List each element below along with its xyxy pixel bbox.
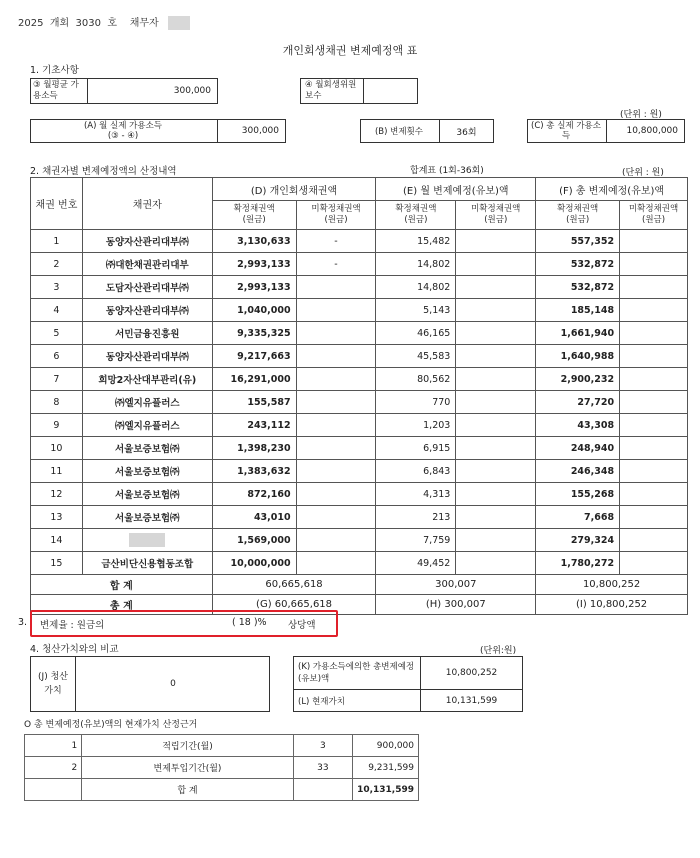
f-confirmed: 27,720 bbox=[536, 391, 620, 414]
sum-f: 10,800,252 bbox=[536, 575, 688, 595]
pv-sum-value: 10,131,599 bbox=[353, 779, 419, 801]
repayment-rate-label: 변제율 : 원금의 bbox=[40, 620, 105, 631]
creditor-no: 15 bbox=[31, 552, 83, 575]
pv-value: 9,231,599 bbox=[353, 757, 419, 779]
e-confirmed: 14,802 bbox=[376, 276, 456, 299]
a-income-label: (A) 월 실제 가용소득 bbox=[83, 121, 163, 131]
creditor-no: 2 bbox=[31, 253, 83, 276]
ho-label: 호 bbox=[107, 18, 117, 29]
creditor-row bbox=[31, 529, 688, 552]
creditor-name: 동양자산관리대부㈜ bbox=[82, 299, 212, 322]
creditor-no: 1 bbox=[31, 230, 83, 253]
creditor-name: 도담자산관리대부㈜ bbox=[82, 276, 212, 299]
b-count-box bbox=[360, 119, 494, 143]
l-label: (L) 현재가치 bbox=[298, 696, 345, 707]
c-total-box bbox=[527, 119, 685, 143]
e-unconfirmed-header: 미확정채권액 (원금) bbox=[456, 201, 536, 230]
e-confirmed: 5,143 bbox=[376, 299, 456, 322]
creditor-name: ㈜엘지유플러스 bbox=[82, 414, 212, 437]
e-unconfirmed bbox=[456, 437, 536, 460]
f-unconfirmed bbox=[620, 276, 688, 299]
e-confirmed: 770 bbox=[376, 391, 456, 414]
e-confirmed: 6,915 bbox=[376, 437, 456, 460]
e-unconfirmed bbox=[456, 414, 536, 437]
total-d: (G) 60,665,618 bbox=[212, 595, 376, 615]
pv-value: 900,000 bbox=[353, 735, 419, 757]
e-confirmed: 6,843 bbox=[376, 460, 456, 483]
f-confirmed: 532,872 bbox=[536, 276, 620, 299]
f-unconfirmed bbox=[620, 391, 688, 414]
creditor-name: 서민금융진흥원 bbox=[82, 322, 212, 345]
e-unconfirmed bbox=[456, 276, 536, 299]
unit-label-4: (단위:원) bbox=[480, 646, 517, 656]
d-unconfirmed bbox=[296, 552, 376, 575]
creditor-no: 3 bbox=[31, 276, 83, 299]
d-unconfirmed bbox=[296, 299, 376, 322]
pv-no: 2 bbox=[25, 757, 82, 779]
f-unconfirmed bbox=[620, 414, 688, 437]
d-confirmed: 9,335,325 bbox=[212, 322, 296, 345]
e-confirmed: 4,313 bbox=[376, 483, 456, 506]
d-unconfirmed bbox=[296, 437, 376, 460]
col-d-header: (D) 개인회생채권액 bbox=[212, 178, 376, 201]
e-unconfirmed bbox=[456, 506, 536, 529]
trustee-fee-box bbox=[300, 78, 418, 104]
e-confirmed: 14,802 bbox=[376, 253, 456, 276]
pv-no: 1 bbox=[25, 735, 82, 757]
f-unconfirmed bbox=[620, 230, 688, 253]
creditor-name: 동양자산관리대부㈜ bbox=[82, 345, 212, 368]
trustee-fee-label: ④ 월회생위원 보수 bbox=[305, 80, 357, 101]
d-confirmed: 155,587 bbox=[212, 391, 296, 414]
f-confirmed: 248,940 bbox=[536, 437, 620, 460]
pv-months: 33 bbox=[293, 757, 352, 779]
f-confirmed: 279,324 bbox=[536, 529, 620, 552]
j-label: (J) 청산 가치 bbox=[38, 672, 68, 696]
pv-label: 적립기간(월) bbox=[82, 735, 294, 757]
f-unconfirmed bbox=[620, 552, 688, 575]
f-confirmed: 246,348 bbox=[536, 460, 620, 483]
d-confirmed: 1,383,632 bbox=[212, 460, 296, 483]
creditor-no: 9 bbox=[31, 414, 83, 437]
d-confirmed: 10,000,000 bbox=[212, 552, 296, 575]
liquidation-value-box bbox=[30, 656, 270, 712]
creditor-name: 서울보증보험㈜ bbox=[82, 483, 212, 506]
f-confirmed: 1,661,940 bbox=[536, 322, 620, 345]
e-unconfirmed bbox=[456, 391, 536, 414]
e-confirmed: 45,583 bbox=[376, 345, 456, 368]
f-unconfirmed bbox=[620, 460, 688, 483]
creditor-name: ㈜대한채권관리대부 bbox=[82, 253, 212, 276]
d-unconfirmed bbox=[296, 391, 376, 414]
document-title: 개인회생채권 변제예정액 표 bbox=[282, 44, 418, 57]
creditor-name: 동양자산관리대부㈜ bbox=[82, 230, 212, 253]
creditor-name: 서울보증보험㈜ bbox=[82, 460, 212, 483]
e-confirmed: 46,165 bbox=[376, 322, 456, 345]
e-unconfirmed bbox=[456, 322, 536, 345]
creditor-row bbox=[31, 322, 688, 345]
creditor-row bbox=[31, 414, 688, 437]
col-f-header: (F) 총 변제예정(유보)액 bbox=[536, 178, 688, 201]
pv-months: 3 bbox=[293, 735, 352, 757]
f-confirmed-header: 확정채권액 (원금) bbox=[536, 201, 620, 230]
d-confirmed-header: 확정채권액 (원금) bbox=[212, 201, 296, 230]
creditor-row bbox=[31, 345, 688, 368]
k-label: (K) 가용소득에의한 총변제예정(유보)액 bbox=[298, 662, 415, 684]
f-unconfirmed bbox=[620, 322, 688, 345]
sum-d: 60,665,618 bbox=[212, 575, 376, 595]
f-confirmed: 155,268 bbox=[536, 483, 620, 506]
e-confirmed: 49,452 bbox=[376, 552, 456, 575]
e-unconfirmed bbox=[456, 460, 536, 483]
d-unconfirmed bbox=[296, 483, 376, 506]
e-unconfirmed bbox=[456, 230, 536, 253]
sum-row bbox=[31, 575, 688, 595]
e-confirmed: 15,482 bbox=[376, 230, 456, 253]
creditor-row bbox=[31, 253, 688, 276]
f-confirmed: 1,640,988 bbox=[536, 345, 620, 368]
sum-label: 합 계 bbox=[31, 575, 213, 595]
monthly-income-label: ③ 월평균 가용소득 bbox=[33, 80, 79, 101]
creditor-no: 10 bbox=[31, 437, 83, 460]
e-confirmed: 213 bbox=[376, 506, 456, 529]
creditor-row bbox=[31, 368, 688, 391]
d-unconfirmed bbox=[296, 460, 376, 483]
creditor-row bbox=[31, 437, 688, 460]
f-confirmed: 43,308 bbox=[536, 414, 620, 437]
d-unconfirmed bbox=[296, 414, 376, 437]
sum-e: 300,007 bbox=[376, 575, 536, 595]
f-unconfirmed bbox=[620, 345, 688, 368]
f-confirmed: 7,668 bbox=[536, 506, 620, 529]
creditor-no: 13 bbox=[31, 506, 83, 529]
d-unconfirmed bbox=[296, 345, 376, 368]
creditor-table bbox=[30, 177, 688, 615]
col-creditor-header: 채권자 bbox=[82, 178, 212, 230]
total-f: (I) 10,800,252 bbox=[536, 595, 688, 615]
d-confirmed: 2,993,133 bbox=[212, 276, 296, 299]
d-unconfirmed: - bbox=[296, 253, 376, 276]
kaehoe-label: 개회 bbox=[49, 18, 70, 29]
d-confirmed: 1,398,230 bbox=[212, 437, 296, 460]
unit-label-2: (단위 : 원) bbox=[622, 168, 664, 178]
d-unconfirmed bbox=[296, 322, 376, 345]
pv-label: 변제투입기간(월) bbox=[82, 757, 294, 779]
creditor-name: 금산비단신용협동조합 bbox=[82, 552, 212, 575]
e-unconfirmed bbox=[456, 552, 536, 575]
l-value: 10,131,599 bbox=[445, 695, 498, 706]
d-unconfirmed bbox=[296, 506, 376, 529]
f-confirmed: 532,872 bbox=[536, 253, 620, 276]
creditor-name: ㈜엘지유플러스 bbox=[82, 391, 212, 414]
e-unconfirmed bbox=[456, 529, 536, 552]
redacted-creditor-name bbox=[129, 533, 165, 547]
case-number: 3030 bbox=[75, 18, 101, 29]
d-unconfirmed bbox=[296, 276, 376, 299]
b-count-value: 36회 bbox=[456, 127, 477, 138]
creditor-no: 11 bbox=[31, 460, 83, 483]
creditor-row bbox=[31, 276, 688, 299]
f-unconfirmed bbox=[620, 483, 688, 506]
redacted-debtor-name bbox=[168, 16, 190, 30]
trustee-fee-value bbox=[365, 79, 417, 103]
summary-label: 합계표 (1회-36회) bbox=[410, 166, 484, 176]
e-unconfirmed bbox=[456, 483, 536, 506]
pv-sum-label: 합 계 bbox=[82, 779, 294, 801]
c-total-value: 10,800,000 bbox=[626, 126, 678, 136]
f-unconfirmed bbox=[620, 437, 688, 460]
d-confirmed: 16,291,000 bbox=[212, 368, 296, 391]
pv-row bbox=[25, 757, 419, 779]
creditor-no: 12 bbox=[31, 483, 83, 506]
case-year: 2025 bbox=[18, 18, 44, 29]
creditor-no: 14 bbox=[31, 529, 83, 552]
creditor-no: 7 bbox=[31, 368, 83, 391]
total-e: (H) 300,007 bbox=[376, 595, 536, 615]
e-confirmed: 7,759 bbox=[376, 529, 456, 552]
debtor-label: 채무자 bbox=[129, 18, 159, 29]
creditor-name: 서울보증보험㈜ bbox=[82, 506, 212, 529]
e-unconfirmed bbox=[456, 299, 536, 322]
section-creditors-heading: 2. 채권자별 변제예정액의 산정내역 bbox=[30, 166, 177, 177]
section-liquidation-heading: 4. 청산가치와의 비교 bbox=[30, 644, 119, 655]
f-unconfirmed bbox=[620, 253, 688, 276]
f-unconfirmed bbox=[620, 299, 688, 322]
e-confirmed-header: 확정채권액 (원금) bbox=[376, 201, 456, 230]
e-unconfirmed bbox=[456, 368, 536, 391]
f-confirmed: 1,780,272 bbox=[536, 552, 620, 575]
a-income-value: 300,000 bbox=[241, 126, 279, 136]
present-value-basis-table bbox=[24, 734, 419, 801]
creditor-no: 5 bbox=[31, 322, 83, 345]
d-confirmed: 872,160 bbox=[212, 483, 296, 506]
f-unconfirmed bbox=[620, 368, 688, 391]
creditor-no: 8 bbox=[31, 391, 83, 414]
f-unconfirmed bbox=[620, 506, 688, 529]
d-unconfirmed bbox=[296, 529, 376, 552]
d-unconfirmed-header: 미확정채권액 (원금) bbox=[296, 201, 376, 230]
total-label: 총 계 bbox=[31, 595, 213, 615]
creditor-no: 4 bbox=[31, 299, 83, 322]
creditor-row bbox=[31, 483, 688, 506]
monthly-income-box bbox=[30, 78, 218, 104]
k-value: 10,800,252 bbox=[445, 668, 498, 678]
e-unconfirmed bbox=[456, 253, 536, 276]
present-value-basis-heading: O 총 변제예정(유보)액의 현재가치 산정근거 bbox=[24, 720, 198, 730]
a-income-sub: (③ - ④) bbox=[107, 131, 139, 141]
creditor-row bbox=[31, 299, 688, 322]
creditor-row bbox=[31, 391, 688, 414]
d-unconfirmed: - bbox=[296, 230, 376, 253]
monthly-income-value: 300,000 bbox=[173, 86, 211, 96]
col-no-header: 채권 번호 bbox=[31, 178, 83, 230]
repayment-rate-suffix: 상당액 bbox=[288, 620, 316, 631]
a-income-label-cell bbox=[31, 120, 215, 142]
c-total-label: (C) 총 실제 가용소득 bbox=[531, 121, 601, 141]
e-unconfirmed bbox=[456, 345, 536, 368]
a-income-box bbox=[30, 119, 286, 143]
d-unconfirmed bbox=[296, 368, 376, 391]
d-confirmed: 243,112 bbox=[212, 414, 296, 437]
e-confirmed: 80,562 bbox=[376, 368, 456, 391]
creditor-row bbox=[31, 460, 688, 483]
f-confirmed: 185,148 bbox=[536, 299, 620, 322]
j-value: 0 bbox=[170, 679, 176, 689]
f-unconfirmed-header: 미확정채권액 (원금) bbox=[620, 201, 688, 230]
d-confirmed: 2,993,133 bbox=[212, 253, 296, 276]
d-confirmed: 9,217,663 bbox=[212, 345, 296, 368]
creditor-name: 서울보증보험㈜ bbox=[82, 437, 212, 460]
present-value-box bbox=[293, 656, 523, 712]
f-confirmed: 2,900,232 bbox=[536, 368, 620, 391]
f-confirmed: 557,352 bbox=[536, 230, 620, 253]
unit-label-1: (단위 : 원) bbox=[620, 110, 662, 120]
section-basic-heading: 1. 기초사항 bbox=[30, 65, 79, 76]
case-header bbox=[18, 14, 190, 30]
e-confirmed: 1,203 bbox=[376, 414, 456, 437]
d-confirmed: 3,130,633 bbox=[212, 230, 296, 253]
b-count-label: (B) 변제횟수 bbox=[374, 127, 423, 137]
repayment-rate-value: ( 18 )% bbox=[232, 617, 267, 628]
f-unconfirmed bbox=[620, 529, 688, 552]
pv-sum-row bbox=[25, 779, 419, 801]
creditor-row bbox=[31, 230, 688, 253]
d-confirmed: 1,040,000 bbox=[212, 299, 296, 322]
creditor-no: 6 bbox=[31, 345, 83, 368]
creditor-name: 희망2자산대부관리(유) bbox=[82, 368, 212, 391]
d-confirmed: 43,010 bbox=[212, 506, 296, 529]
creditor-row bbox=[31, 506, 688, 529]
col-e-header: (E) 월 변제예정(유보)액 bbox=[376, 178, 536, 201]
creditor-name bbox=[82, 529, 212, 552]
pv-row bbox=[25, 735, 419, 757]
sec3-prefix: 3. bbox=[18, 617, 28, 628]
creditor-row bbox=[31, 552, 688, 575]
d-confirmed: 1,569,000 bbox=[212, 529, 296, 552]
